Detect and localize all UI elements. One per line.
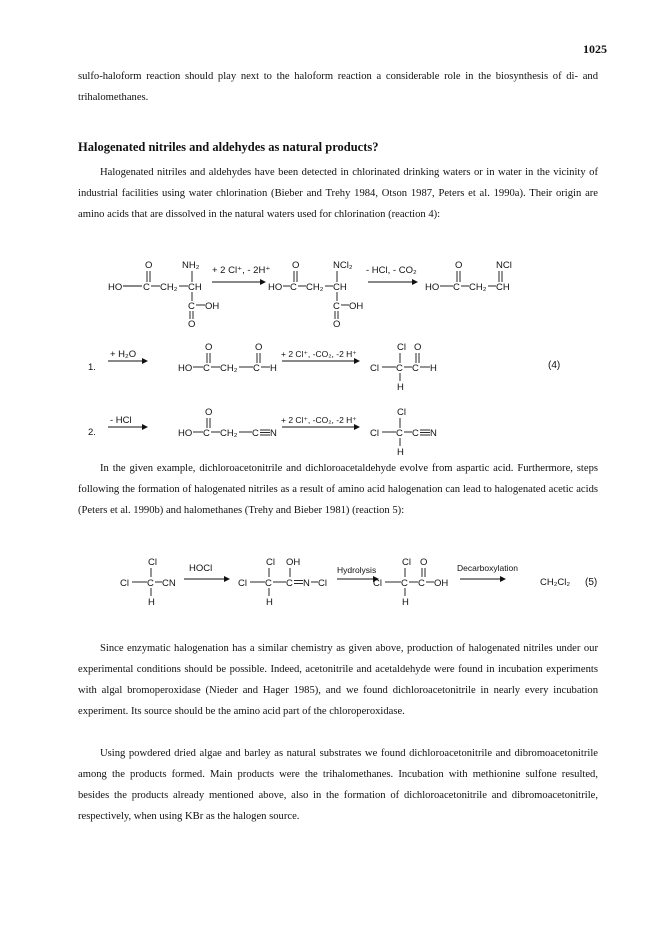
- arrow-condition: + 2 Cl⁺, - 2H⁺: [212, 265, 271, 276]
- cyanoacetic-acid-structure: [178, 407, 277, 439]
- step-reagent: + H₂O: [110, 349, 137, 360]
- page-number: 1025: [583, 42, 607, 56]
- svg-text:H: H: [266, 597, 273, 608]
- svg-text:CH₂: CH₂: [469, 282, 487, 293]
- svg-text:OH: OH: [286, 557, 301, 568]
- svg-text:Cl: Cl: [148, 557, 157, 568]
- svg-text:H: H: [148, 597, 155, 608]
- paragraph-intro: sulfo-haloform reaction should play next to the haloform reaction a considerable role in the biosynthesis of di- and trihalomethanes.: [78, 71, 598, 103]
- equation-number: (4): [548, 360, 561, 371]
- svg-text:O: O: [255, 342, 263, 353]
- svg-text:HO: HO: [178, 363, 193, 374]
- product-label: CH₂Cl₂: [540, 577, 571, 588]
- svg-text:Cl: Cl: [238, 578, 247, 589]
- svg-text:CN: CN: [162, 578, 176, 589]
- svg-text:OH: OH: [434, 578, 449, 589]
- svg-text:Cl: Cl: [370, 428, 379, 439]
- svg-text:HO: HO: [108, 282, 123, 293]
- reaction-scheme-5: [0, 555, 672, 615]
- svg-text:N: N: [303, 578, 310, 589]
- svg-text:O: O: [205, 342, 213, 353]
- svg-text:C: C: [396, 428, 403, 439]
- svg-text:C: C: [203, 363, 210, 374]
- step-label: 1.: [88, 362, 96, 373]
- step-label: 2.: [88, 427, 96, 438]
- nn-dichloro-amino-acid-structure: [268, 260, 363, 330]
- svg-text:OH: OH: [205, 301, 220, 312]
- svg-text:Cl: Cl: [373, 578, 382, 589]
- step-reagent: - HCl: [110, 415, 132, 426]
- svg-text:H: H: [270, 363, 277, 374]
- arrow-condition: + 2 Cl⁺, -CO₂, -2 H⁺: [281, 415, 357, 425]
- svg-text:CH₂: CH₂: [220, 428, 238, 439]
- reaction-arrow: [212, 279, 266, 285]
- svg-text:CH: CH: [496, 282, 510, 293]
- svg-text:NCl: NCl: [496, 260, 512, 271]
- svg-text:CH: CH: [188, 282, 202, 293]
- svg-text:N: N: [270, 428, 277, 439]
- svg-text:O: O: [414, 342, 422, 353]
- chloroimine-structure: [425, 260, 512, 293]
- svg-text:HO: HO: [425, 282, 440, 293]
- svg-text:C: C: [418, 578, 425, 589]
- svg-text:O: O: [420, 557, 428, 568]
- svg-text:C: C: [253, 363, 260, 374]
- svg-text:H: H: [402, 597, 409, 608]
- dichloroacetonitrile-structure: [370, 407, 437, 458]
- svg-text:O: O: [188, 319, 196, 330]
- svg-text:C: C: [396, 363, 403, 374]
- svg-text:Cl: Cl: [318, 578, 327, 589]
- svg-text:O: O: [292, 260, 300, 271]
- svg-text:CH₂: CH₂: [160, 282, 178, 293]
- equation-number: (5): [585, 577, 598, 588]
- paragraph-origin: Halogenated nitriles and aldehydes have been detected in chlorinated drinking waters or in water in the vicinity of industrial facilities using water chlorination (Bieber and Trehy 1984, Otson 1987, Peters et al. 1990a). Their origin are amino acids that are dissolved in the natural waters used for chlorination (reaction 4):: [78, 167, 598, 220]
- paragraph-enzymatic: Since enzymatic halogenation has a similar chemistry as given above, production of halogenated nitriles under our experimental conditions should be possible. Indeed, acetonitrile and acetaldehyde were found in incubation experiments with algal bromoperoxidase (Nieder and Hager 1985), and we found dichloroacetonitrile in nearly every incubation experiment. Its source should be the amino acid part of the chloroperoxidase.: [78, 643, 598, 717]
- svg-text:C: C: [412, 363, 419, 374]
- svg-text:C: C: [252, 428, 259, 439]
- svg-text:Cl: Cl: [397, 407, 406, 418]
- svg-text:CH₂: CH₂: [306, 282, 324, 293]
- malonic-semialdehyde-structure: [178, 342, 277, 374]
- svg-text:O: O: [333, 319, 341, 330]
- svg-text:H: H: [430, 363, 437, 374]
- svg-text:C: C: [147, 578, 154, 589]
- dichloroacetic-acid-structure: [373, 557, 448, 608]
- arrow-condition: - HCl, - CO₂: [366, 265, 417, 276]
- svg-text:O: O: [145, 260, 153, 271]
- svg-text:C: C: [412, 428, 419, 439]
- arrow-condition: + 2 Cl⁺, -CO₂, -2 H⁺: [281, 349, 357, 359]
- svg-text:H: H: [397, 447, 404, 458]
- reaction-scheme-4: [0, 255, 672, 465]
- svg-text:Cl: Cl: [370, 363, 379, 374]
- svg-text:Cl: Cl: [402, 557, 411, 568]
- reagent-label: HOCl: [189, 563, 213, 574]
- svg-text:C: C: [453, 282, 460, 293]
- svg-text:C: C: [265, 578, 272, 589]
- svg-text:Cl: Cl: [397, 342, 406, 353]
- svg-text:HO: HO: [268, 282, 283, 293]
- svg-text:N: N: [430, 428, 437, 439]
- svg-text:HO: HO: [178, 428, 193, 439]
- svg-text:C: C: [143, 282, 150, 293]
- svg-text:Cl: Cl: [120, 578, 129, 589]
- svg-text:OH: OH: [349, 301, 364, 312]
- paragraph-substrates: Using powdered dried algae and barley as natural substrates we found dichloroacetonitrile and dibromoacetonitrile among the products formed. Main products were the trihalomethanes. Incubation with methionine sulfone resulted, besides the products already mentioned above, also in the formation of dichloroacetonitrile and dibromoacetonitrile, respectively, when using KBr as the halogen source.: [78, 748, 598, 822]
- chloro-hydroxy-imine-structure: [238, 557, 327, 608]
- svg-text:CH: CH: [333, 282, 347, 293]
- paragraph-example: In the given example, dichloroacetonitrile and dichloroacetaldehyde evolve from aspartic acid. Furthermore, steps following the formation of halogenated nitriles as a result of amino acid halogenation can lead to halogenated acetic acids (Peters et al. 1990b) and halomethanes (Trehy and Bieber 1981) (reaction 5):: [78, 463, 598, 516]
- section-heading: Halogenated nitriles and aldehydes as natural products?: [78, 140, 379, 154]
- svg-text:Cl: Cl: [266, 557, 275, 568]
- reagent-label: Decarboxylation: [457, 563, 518, 573]
- svg-text:C: C: [188, 301, 195, 312]
- svg-text:NCl₂: NCl₂: [333, 260, 353, 271]
- dichloroacetaldehyde-structure: [370, 342, 437, 393]
- reaction-arrow: [368, 279, 418, 285]
- svg-text:O: O: [205, 407, 213, 418]
- svg-text:NH₂: NH₂: [182, 260, 200, 271]
- svg-text:C: C: [203, 428, 210, 439]
- dichloroacetonitrile-structure: [120, 557, 176, 608]
- svg-text:CH₂: CH₂: [220, 363, 238, 374]
- svg-text:H: H: [397, 382, 404, 393]
- svg-text:O: O: [455, 260, 463, 271]
- svg-text:C: C: [290, 282, 297, 293]
- svg-text:C: C: [286, 578, 293, 589]
- aspartic-acid-structure: [108, 260, 219, 330]
- reagent-label: Hydrolysis: [337, 565, 377, 575]
- svg-text:C: C: [333, 301, 340, 312]
- svg-text:C: C: [401, 578, 408, 589]
